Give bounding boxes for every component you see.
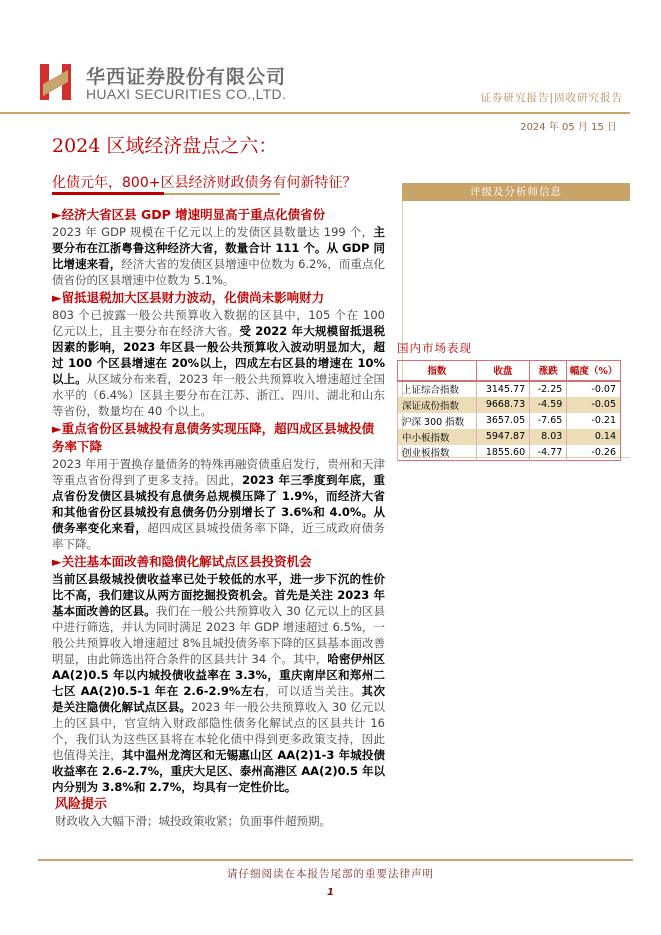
report-title: 2024 区域经济盘点之六：: [52, 135, 278, 157]
section-paragraph: [52, 224, 385, 288]
table-cell: -0.05: [567, 397, 621, 413]
table-cell: 上证综合指数: [398, 381, 477, 397]
column-header: 幅度（%）: [567, 361, 621, 381]
body-text: 803 个已披露一般公共预算收入数据的区县中，105 个在 100 亿元以上，且主要分布在经济大省。: [52, 308, 385, 338]
footer-divider: [38, 859, 633, 861]
table-cell: -0.21: [567, 413, 621, 429]
bold-text: 主要分布在江浙粤鲁这种经济大省，数量合计 111 个。从 GDP 同比增速来看，: [52, 225, 385, 271]
table-cell: 沪深 300 指数: [398, 413, 477, 429]
column-header: 指数: [398, 361, 477, 381]
body-text: 经济大省的发债区县增速中位数为 6.2%，而重点化债省份的区县增速中位数为 5.1%。: [52, 257, 385, 287]
legal-disclaimer: 请仔细阅读在本报告尾部的重要法律声明: [227, 868, 434, 880]
bold-text: 哈密伊州区 AA(2)0.5 年以内城投债收益率在 3.3%，重庆南岸区和郑州二七区 AA(2)0.5-1 年在 2.6-2.9%左右: [52, 652, 385, 698]
table-cell: -4.59: [530, 397, 567, 413]
section-heading: ►重点省份区县城投有息债务实现压降，超四成区县城投债务率下降: [52, 421, 375, 454]
page-number: 1: [327, 887, 334, 898]
table-row: [398, 413, 621, 429]
bold-text: 当前区县级城投债收益率已处于较低的水平，进一步下沉的性价比不高，我们建议从两方面挖掘投资机会。首先是关注 2023 年基本面改善的区县。: [52, 572, 385, 618]
table-cell: -2.25: [530, 381, 567, 397]
bold-text: 其次是关注隐债化解试点区县。: [52, 684, 386, 714]
bold-text: 2023 年三季度到年底，重点省份发债区县城投有息债务总规模压降了 1.9%，而经济大省和其他省份区县城投有息债务仍分别增长了 3.6%和 4.0%。从债务率变化来看，: [52, 473, 386, 535]
body-text: ，可以适当关注。: [265, 684, 362, 698]
body-text: 2023 年 GDP 规模在千亿元以上的发债区县数量达 199 个，: [52, 225, 374, 239]
body-text: 2023 年用于置换存量债务的特殊再融资债重启发行，贵州和天津等重点省份得到了更多支持。因此，: [52, 457, 385, 487]
table-cell: 5947.87: [476, 429, 529, 445]
column-header: 收盘: [476, 361, 529, 381]
company-name-en: HUAXI SECURITIES CO.,LTD.: [86, 86, 287, 102]
table-row: [398, 445, 621, 461]
body-text: 2023 年一般公共预算收入 30 亿元以上的区县中，官宣纳入财政部隐性债务化解试点的区县共计 16 个，我们认为这些区县将在本轮化债中得到更多政策支持，因此也值得关注，: [52, 700, 385, 762]
bold-text: 受 2022 年大规模留抵退税因素的影响，2023 年区县一般公共预算收入波动明显加大，超过 100 个区县增速在 20%以上，四成左右区县的增速在 10%以上。: [52, 324, 385, 386]
section-heading: ►关注基本面改善和隐债化解试点区县投资机会: [52, 554, 312, 569]
market-table: [397, 360, 621, 461]
body-text: 从区域分布来看，2023 年一般公共预算收入增速超过全国水平的（6.4%）区县主要分布在江苏、浙江、四川、湖北和山东等省份，数量均在 40 个以上。: [52, 372, 385, 418]
company-name-cn: 华西证券股份有限公司: [86, 66, 287, 88]
table-row: [398, 397, 621, 413]
subtitle-underline-accent: [52, 192, 164, 195]
company-logo: [40, 62, 72, 102]
section-heading: ►留抵退税加大区县财力波动，化债尚未影响财力: [52, 290, 325, 305]
market-performance-title: 国内市场表现: [397, 341, 472, 355]
bold-text: 其中温州龙湾区和无锡惠山区 AA(2)1-3 年城投债收益率在 2.6-2.7%，重庆大足区、泰州高港区 AA(2)0.5 年以内分别为 3.8%和 2.7%，均具有一定性价比。: [52, 748, 385, 794]
table-cell: -0.07: [567, 381, 621, 397]
section-paragraph: [52, 307, 385, 419]
table-cell: -0.26: [567, 445, 621, 461]
report-type: 证券研究报告|固收研究报告: [480, 92, 623, 104]
table-cell: 3657.05: [476, 413, 529, 429]
analyst-panel-header: 评级及分析师信息: [402, 183, 630, 201]
risk-text: 财政收入大幅下滑；城投政策收紧；负面事件超预期。: [55, 814, 331, 828]
summary-column: [52, 205, 385, 829]
table-row: [398, 429, 621, 445]
table-cell: 深证成份指数: [398, 397, 477, 413]
body-text: 我们在一般公共预算收入 30 亿元以上的区县中进行筛选，并认为同时满足 2023 年 GDP 增速超过 6.5%，一般公共预算收入增速超过 8%且城投债务率下降的区县基本面改善明显，由此筛选出符合条件的区县共计 34 个。其中，: [52, 604, 386, 666]
column-header: 涨跌: [530, 361, 567, 381]
report-date: 2024 年 05 月 15 日: [520, 122, 617, 133]
table-cell: 3145.77: [476, 381, 529, 397]
body-text: 超四成区县城投债务率下降，近三成政府债务率下降。: [52, 521, 386, 551]
section-paragraph: [52, 571, 385, 795]
section-heading: ►经济大省区县 GDP 增速明显高于重点化债省份: [52, 207, 326, 222]
table-cell: 中小板指数: [398, 429, 477, 445]
table-cell: 8.03: [530, 429, 567, 445]
table-cell: 1855.60: [476, 445, 529, 461]
table-cell: -4.77: [530, 445, 567, 461]
header-divider: [0, 112, 630, 114]
table-cell: -7.65: [530, 413, 567, 429]
section-paragraph: [52, 456, 385, 552]
table-row: [398, 381, 621, 397]
risk-heading: 风险提示: [55, 797, 108, 812]
table-cell: 9668.73: [476, 397, 529, 413]
table-cell: 创业板指数: [398, 445, 477, 461]
table-cell: 0.14: [567, 429, 621, 445]
report-subtitle: 化债元年，800+区县经济财政债务有何新特征？: [52, 175, 357, 191]
